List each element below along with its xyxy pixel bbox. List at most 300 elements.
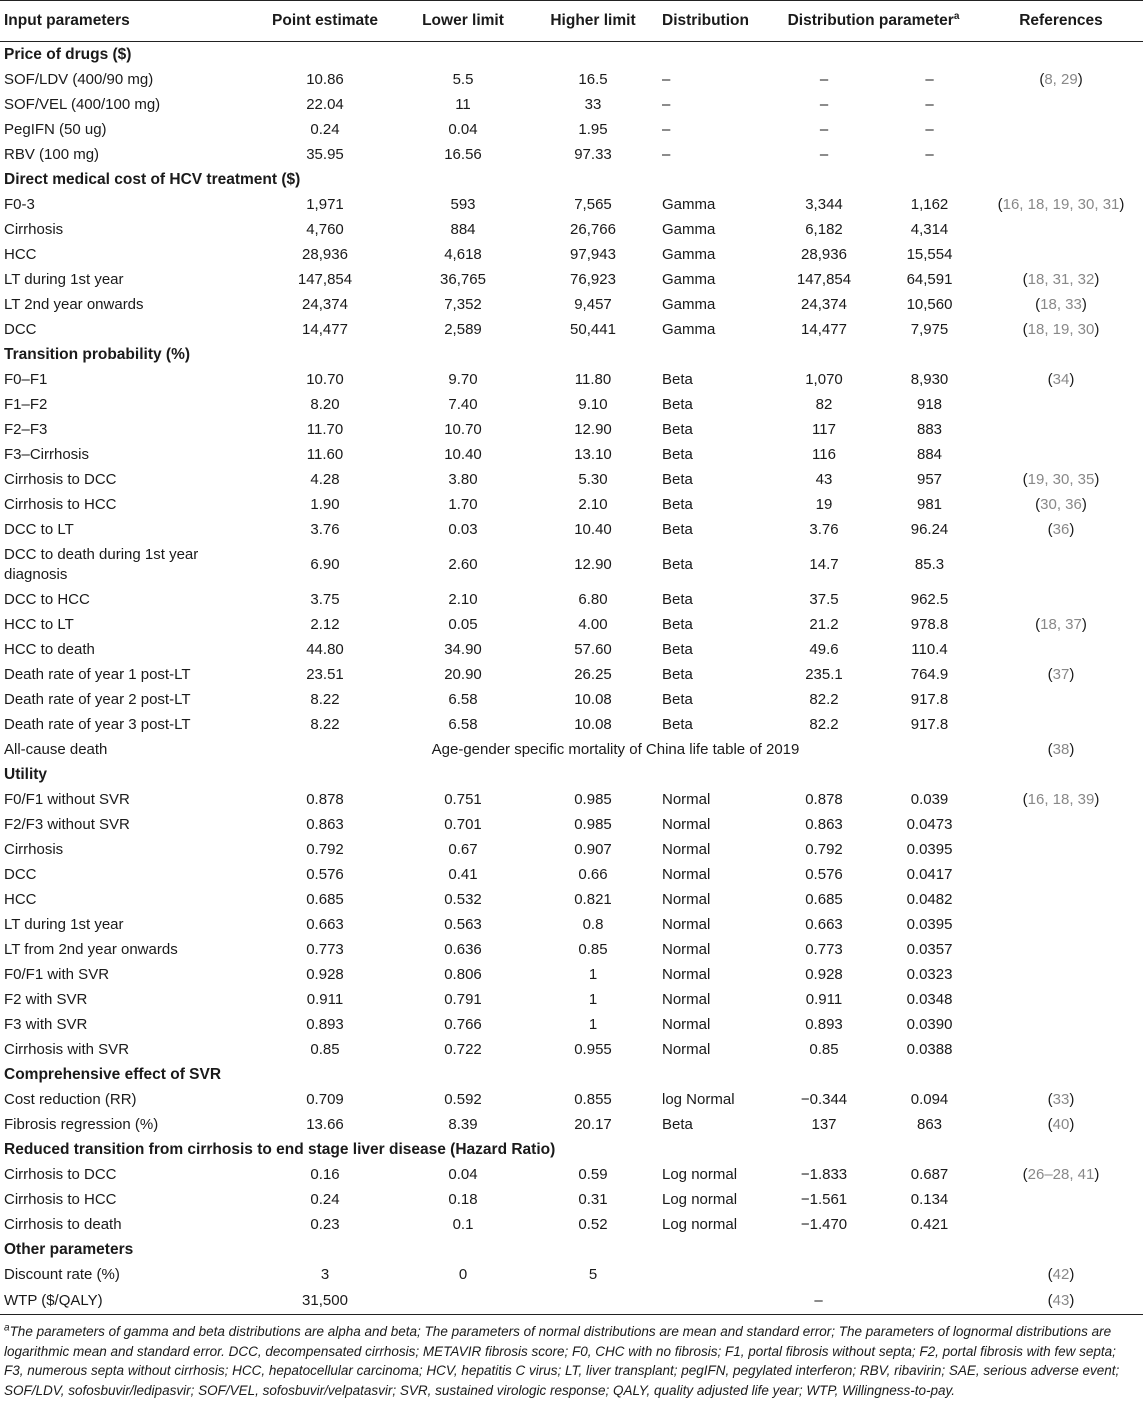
open-paren: ( — [1047, 1291, 1053, 1309]
point-estimate: 22.04 — [306, 95, 344, 113]
reference-link[interactable]: 33 — [1052, 1090, 1070, 1108]
table-row — [0, 542, 1143, 587]
footnote-marker: a — [953, 10, 960, 22]
table-row — [0, 1162, 1143, 1187]
distribution: Normal — [662, 790, 711, 808]
reference-link[interactable]: 18, 33 — [1040, 295, 1082, 313]
parameter-name: All-cause death — [4, 740, 108, 758]
open-paren: ( — [1035, 295, 1041, 313]
lower-limit: 0.18 — [448, 1190, 478, 1208]
distribution-parameter-2: 883 — [916, 420, 943, 438]
distribution-parameter-1: 0.911 — [805, 990, 843, 1008]
point-estimate: 4.28 — [310, 470, 340, 488]
reference-link[interactable]: 18, 31, 32 — [1027, 270, 1095, 288]
parameter-name: PegIFN (50 ug) — [4, 120, 107, 138]
lower-limit: 0.806 — [444, 965, 482, 983]
lower-limit: 10.40 — [444, 445, 482, 463]
table-row — [0, 812, 1143, 837]
table-row — [0, 962, 1143, 987]
distribution-parameter-2: 4,314 — [910, 220, 949, 238]
footnote-sup: a — [4, 1322, 10, 1334]
close-paren: ) — [1119, 195, 1125, 213]
table-row — [0, 737, 1143, 762]
references — [979, 317, 1143, 342]
table-row — [0, 367, 1143, 392]
distribution: Beta — [662, 715, 693, 733]
header-distribution: Distribution — [658, 1, 768, 42]
table-row — [0, 142, 1143, 167]
distribution-parameter-2: 0.421 — [910, 1215, 949, 1233]
open-paren: ( — [1022, 790, 1028, 808]
distribution: Gamma — [662, 295, 716, 313]
distribution-parameter-2: 0.0395 — [906, 840, 953, 858]
distribution-parameter-1: 82.2 — [809, 690, 839, 708]
distribution-parameter-1: −1.561 — [800, 1190, 848, 1208]
table-row — [0, 637, 1143, 662]
references — [979, 392, 1143, 417]
references — [979, 217, 1143, 242]
open-paren: ( — [997, 195, 1003, 213]
distribution-parameter-2: – — [925, 120, 934, 138]
references — [979, 367, 1143, 392]
parameter-name: Death rate of year 2 post-LT — [4, 690, 191, 708]
distribution-parameter-2: 7,975 — [910, 320, 949, 338]
table-row — [0, 1112, 1143, 1137]
reference-link[interactable]: 26–28, 41 — [1027, 1165, 1095, 1183]
table-body — [0, 42, 1143, 1315]
section-row — [0, 762, 1143, 787]
point-estimate: 3 — [320, 1265, 330, 1283]
open-paren: ( — [1022, 1165, 1028, 1183]
parameter-name: WTP ($/QALY) — [0, 1287, 252, 1315]
distribution-parameter-1: 0.878 — [805, 790, 843, 808]
higher-limit: 6.80 — [578, 590, 608, 608]
reference-link[interactable]: 38 — [1052, 740, 1070, 758]
higher-limit: 11.80 — [574, 370, 612, 388]
open-paren: ( — [1047, 665, 1053, 683]
section-title: Comprehensive effect of SVR — [4, 1065, 222, 1083]
point-estimate: 24,374 — [302, 295, 348, 313]
references — [979, 1112, 1143, 1137]
header-references: References — [979, 1, 1143, 42]
table-row — [0, 912, 1143, 937]
references — [979, 1187, 1143, 1212]
reference-link[interactable]: 19, 30, 35 — [1027, 470, 1095, 488]
distribution-parameter-2: 0.0388 — [906, 1040, 953, 1058]
section-title: Other parameters — [4, 1240, 134, 1258]
point-estimate: 4,760 — [306, 220, 344, 238]
distribution: Normal — [662, 865, 711, 883]
open-paren: ( — [1022, 270, 1028, 288]
lower-limit: 1.70 — [448, 495, 478, 513]
distribution: Gamma — [662, 320, 716, 338]
distribution-parameter-2 — [880, 1262, 979, 1287]
lower-limit: 34.90 — [444, 640, 482, 658]
table-row — [0, 442, 1143, 467]
parameter-name: F3–Cirrhosis — [4, 445, 90, 463]
lower-limit: 0.532 — [444, 890, 482, 908]
distribution-parameter-2: 110.4 — [911, 640, 948, 658]
parameter-name: DCC — [4, 320, 37, 338]
point-estimate: 8.22 — [310, 690, 340, 708]
references — [979, 937, 1143, 962]
header-lower-limit: Lower limit — [398, 1, 528, 42]
close-paren: ) — [1094, 1165, 1100, 1183]
distribution: Beta — [662, 370, 693, 388]
reference-link[interactable]: 42 — [1052, 1265, 1070, 1283]
reference-link[interactable]: 16, 18, 39 — [1027, 790, 1095, 808]
table-row — [0, 292, 1143, 317]
lower-limit: 0.751 — [444, 790, 482, 808]
references — [979, 912, 1143, 937]
distribution-parameter-1: 147,854 — [796, 270, 852, 288]
reference-link[interactable]: 18, 37 — [1040, 615, 1082, 633]
lower-limit: 0.41 — [448, 865, 478, 883]
point-estimate: 10.86 — [306, 70, 344, 88]
references — [979, 587, 1143, 612]
distribution: Log normal — [662, 1190, 738, 1208]
table-row — [0, 687, 1143, 712]
references — [979, 142, 1143, 167]
close-paren: ) — [1069, 370, 1075, 388]
distribution-parameter-1: – — [819, 70, 829, 88]
distribution: Gamma — [662, 195, 716, 213]
parameter-name: HCC — [4, 245, 37, 263]
distribution-parameter-1: 0.863 — [805, 815, 843, 833]
distribution: Beta — [662, 590, 693, 608]
distribution-parameter-2: – — [925, 145, 934, 163]
open-paren: ( — [1022, 320, 1028, 338]
distribution-parameter-1: 6,182 — [805, 220, 843, 238]
distribution: Normal — [662, 815, 711, 833]
point-estimate: 0.23 — [310, 1215, 340, 1233]
distribution: Gamma — [662, 270, 716, 288]
parameter-name: Death rate of year 1 post-LT — [4, 665, 191, 683]
section-row — [0, 42, 1143, 68]
table-row — [0, 192, 1143, 217]
parameter-name: LT 2nd year onwards — [4, 295, 144, 313]
point-estimate: 28,936 — [302, 245, 348, 263]
table-row — [0, 1212, 1143, 1237]
distribution-parameter-1: 43 — [815, 470, 833, 488]
distribution: Normal — [662, 915, 711, 933]
distribution: – — [662, 145, 671, 163]
distribution-parameter-1: – — [819, 145, 829, 163]
distribution: Beta — [662, 640, 693, 658]
point-estimate: 35.95 — [306, 145, 344, 163]
table-row — [0, 587, 1143, 612]
higher-limit: 10.40 — [574, 520, 612, 538]
point-estimate: 3.76 — [310, 520, 340, 538]
point-estimate: 14,477 — [302, 320, 348, 338]
reference-link[interactable]: 8, 29 — [1044, 70, 1078, 88]
section-title: Price of drugs ($) — [4, 45, 132, 63]
table-row — [0, 787, 1143, 812]
distribution: Normal — [662, 965, 711, 983]
references — [979, 612, 1143, 637]
distribution-parameter-2: 0.687 — [910, 1165, 949, 1183]
higher-limit: 7,565 — [574, 195, 612, 213]
parameter-name: Cirrhosis to DCC — [4, 470, 117, 488]
parameter-name: F0/F1 without SVR — [4, 790, 130, 808]
references — [979, 242, 1143, 267]
point-estimate: 0.24 — [310, 120, 340, 138]
point-estimate: 3.75 — [310, 590, 340, 608]
higher-limit: 33 — [584, 95, 602, 113]
higher-limit: 26.25 — [574, 665, 612, 683]
distribution-parameter-2: 981 — [916, 495, 943, 513]
references — [979, 812, 1143, 837]
distribution-parameter-1: 37.5 — [809, 590, 839, 608]
higher-limit: 0.85 — [578, 940, 608, 958]
lower-limit: 2,589 — [444, 320, 482, 338]
lower-limit: 16.56 — [444, 145, 482, 163]
distribution: Gamma — [662, 245, 716, 263]
section-title: Direct medical cost of HCV treatment ($) — [4, 170, 301, 188]
higher-limit: 97.33 — [574, 145, 612, 163]
table-row — [0, 612, 1143, 637]
parameter-name: RBV (100 mg) — [4, 145, 100, 163]
distribution-parameter-2: 0.0482 — [906, 890, 953, 908]
lower-limit: 6.58 — [448, 690, 478, 708]
higher-limit: 50,441 — [570, 320, 616, 338]
distribution: Beta — [662, 470, 693, 488]
open-paren: ( — [1047, 520, 1053, 538]
reference-link[interactable]: 34 — [1052, 370, 1070, 388]
lower-limit: 9.70 — [448, 370, 478, 388]
table-row — [0, 837, 1143, 862]
distribution-parameter-1: 28,936 — [801, 245, 847, 263]
open-paren: ( — [1047, 370, 1053, 388]
distribution-parameter-1: 19 — [815, 495, 833, 513]
higher-limit: 0.955 — [574, 1040, 612, 1058]
references — [979, 987, 1143, 1012]
lower-limit: 36,765 — [440, 270, 486, 288]
distribution-parameter-1: 82 — [815, 395, 833, 413]
distribution-parameter-1: 116 — [812, 445, 836, 463]
references — [979, 837, 1143, 862]
distribution-parameter-2: 0.134 — [910, 1190, 949, 1208]
table-header — [0, 1, 1143, 42]
lower-limit: 2.10 — [448, 590, 478, 608]
distribution-parameter-2: 918 — [916, 395, 943, 413]
parameter-name: SOF/VEL (400/100 mg) — [4, 95, 161, 113]
table-row — [0, 517, 1143, 542]
lower-limit: 0.791 — [444, 990, 482, 1008]
distribution: – — [662, 95, 671, 113]
parameter-name: LT from 2nd year onwards — [4, 940, 178, 958]
close-paren: ) — [1069, 740, 1075, 758]
section-title: Transition probability (%) — [4, 345, 191, 363]
references — [979, 417, 1143, 442]
distribution-parameter-2: 0.0417 — [906, 865, 953, 883]
distribution-parameter-1 — [768, 1262, 880, 1287]
lower-limit: 5.5 — [452, 70, 474, 88]
distribution-parameter-2: 0.094 — [910, 1090, 949, 1108]
close-paren: ) — [1081, 615, 1087, 633]
distribution-parameter-1: 0.928 — [805, 965, 843, 983]
section-row — [0, 342, 1143, 367]
distribution-parameter-2: – — [925, 70, 934, 88]
parameter-name: Cirrhosis to HCC — [4, 495, 117, 513]
parameter-name: HCC to LT — [4, 615, 74, 633]
higher-limit: 10.08 — [574, 690, 612, 708]
close-paren: ) — [1069, 520, 1075, 538]
reference-link[interactable]: 16, 18, 19, 30, 31 — [1002, 195, 1120, 213]
lower-limit: 0.701 — [444, 815, 482, 833]
close-paren: ) — [1069, 1090, 1075, 1108]
reference-link[interactable]: 18, 19, 30 — [1027, 320, 1095, 338]
higher-limit: 0.855 — [574, 1090, 612, 1108]
references — [979, 442, 1143, 467]
distribution-parameter-2: 764.9 — [910, 665, 949, 683]
header-input-parameters: Input parameters — [0, 1, 252, 42]
reference-link[interactable]: 36 — [1052, 520, 1070, 538]
references — [979, 662, 1143, 687]
point-estimate: 8.22 — [310, 715, 340, 733]
lower-limit: 0.04 — [448, 1165, 478, 1183]
table-row — [0, 467, 1143, 492]
close-paren: ) — [1094, 320, 1100, 338]
references — [979, 1212, 1143, 1237]
distribution: Normal — [662, 940, 711, 958]
distribution: – — [662, 70, 671, 88]
point-estimate: 0.893 — [306, 1015, 344, 1033]
parameter-name: F1–F2 — [4, 395, 48, 413]
open-paren: ( — [1047, 1090, 1053, 1108]
references — [979, 192, 1143, 217]
section-title: Utility — [4, 765, 48, 783]
distribution-parameter-1: 117 — [812, 420, 836, 438]
lower-limit: 4,618 — [444, 245, 482, 263]
table-row — [0, 417, 1143, 442]
close-paren: ) — [1094, 790, 1100, 808]
distribution-parameter-1: 0.773 — [805, 940, 843, 958]
lower-limit: 0.03 — [448, 520, 478, 538]
mortality-note: Age-gender specific mortality of China life table of 2019 — [431, 740, 800, 758]
point-estimate: 11.70 — [306, 420, 344, 438]
distribution-parameter-2: 0.039 — [910, 790, 949, 808]
distribution-parameter-1: 82.2 — [809, 715, 839, 733]
distribution-parameter-1: 137 — [811, 1115, 837, 1133]
references — [979, 737, 1143, 762]
distribution-parameter-2: 15,554 — [906, 245, 953, 263]
table-row — [0, 712, 1143, 737]
distribution-parameter-2: 917.8 — [910, 715, 949, 733]
distribution: Beta — [662, 395, 693, 413]
parameter-name: Discount rate (%) — [4, 1265, 120, 1283]
distribution: Beta — [662, 495, 693, 513]
section-title: Reduced transition from cirrhosis to end stage liver disease (Hazard Ratio) — [4, 1140, 556, 1158]
table-row — [0, 492, 1143, 517]
references — [979, 467, 1143, 492]
parameter-name: HCC to death — [4, 640, 95, 658]
close-paren: ) — [1069, 665, 1075, 683]
reference-link[interactable]: 30, 36 — [1040, 495, 1082, 513]
higher-limit: 0.907 — [574, 840, 612, 858]
distribution-parameter-2: – — [925, 95, 934, 113]
distribution-parameter-2: 0.0323 — [906, 965, 953, 983]
distribution-parameter-2: 0.0348 — [906, 990, 953, 1008]
lower-limit: 11 — [455, 95, 471, 113]
table-row — [0, 92, 1143, 117]
footnote-text: The parameters of gamma and beta distributions are alpha and beta; The parameters of normal distributions are mean and standard error; The parameters of lognormal distributions are logarithmic mean and standard error. DCC, decompensated cirrhosis; METAVIR fibrosis score; F0, CHC with no fibrosis; F1, portal fibrosis without septa; F2, portal fibrosis with few septa; F3, numerous septa without cirrhosis; HCC, hepatocellular carcinoma; HCV, hepatitis C virus; LT, liver transplant; pegIFN, pegylated interferon; RBV, ribavirin; SAE, serious adverse event; SOF/LDV, sofosbuvir/ledipasvir; SOF/VEL, sofosbuvir/velpatasvir; SVR, sustained virologic response; QALY, quality adjusted life year; WTP, Willingness-to-pay. — [4, 1324, 1120, 1398]
higher-limit: 0.8 — [582, 915, 604, 933]
distribution-parameter-1: 235.1 — [805, 665, 843, 683]
higher-limit: 13.10 — [574, 445, 612, 463]
point-estimate: 13.66 — [306, 1115, 344, 1133]
header-point-estimate: Point estimate — [252, 1, 398, 42]
higher-limit: 1 — [588, 1015, 598, 1033]
header-distribution-parameter-label: Distribution parameter — [787, 12, 954, 29]
section-row — [0, 167, 1143, 192]
parameter-name: Cirrhosis to DCC — [4, 1165, 117, 1183]
references — [979, 1162, 1143, 1187]
reference-link[interactable]: 40 — [1052, 1115, 1070, 1133]
references — [979, 637, 1143, 662]
parameter-name: DCC to death during 1st year diagnosis — [4, 545, 199, 583]
section-row — [0, 1137, 1143, 1162]
distribution-parameter-2: 962.5 — [910, 590, 949, 608]
lower-limit: 7.40 — [448, 395, 478, 413]
distribution-parameter-1: 24,374 — [801, 295, 847, 313]
higher-limit: 76,923 — [570, 270, 616, 288]
distribution-parameter-2: 917.8 — [910, 690, 949, 708]
reference-link[interactable]: 37 — [1052, 665, 1070, 683]
distribution-parameter-1: 14.7 — [809, 555, 839, 573]
table-row — [0, 392, 1143, 417]
higher-limit: 0.59 — [578, 1165, 608, 1183]
table-row — [0, 987, 1143, 1012]
distribution: Normal — [662, 1040, 711, 1058]
parameter-name: HCC — [4, 890, 37, 908]
distribution-parameter-1: 1,070 — [805, 370, 843, 388]
distribution — [658, 1262, 768, 1287]
parameter-name: F0–F1 — [4, 370, 48, 388]
open-paren: ( — [1047, 740, 1053, 758]
distribution: Beta — [662, 1115, 693, 1133]
higher-limit: 1 — [588, 965, 598, 983]
close-paren: ) — [1081, 295, 1087, 313]
point-estimate: 0.576 — [306, 865, 344, 883]
point-estimate: 0.663 — [306, 915, 344, 933]
distribution: Gamma — [662, 220, 716, 238]
table-row — [0, 117, 1143, 142]
parameter-name: F2/F3 without SVR — [4, 815, 130, 833]
point-estimate: 0.878 — [306, 790, 344, 808]
point-estimate: 6.90 — [310, 555, 340, 573]
distribution: Beta — [662, 520, 693, 538]
references — [979, 292, 1143, 317]
higher-limit: 0.66 — [578, 865, 608, 883]
table-row — [0, 217, 1143, 242]
reference-link[interactable]: 43 — [1052, 1291, 1070, 1309]
point-estimate: 0.709 — [306, 1090, 344, 1108]
references — [979, 1037, 1143, 1062]
distribution-parameter-2: 957 — [916, 470, 943, 488]
higher-limit: 12.90 — [574, 420, 612, 438]
distribution: Beta — [662, 555, 693, 573]
table-row — [0, 1037, 1143, 1062]
parameter-name: F3 with SVR — [4, 1015, 88, 1033]
lower-limit: 0 — [458, 1265, 468, 1283]
distribution-parameter-1: −0.344 — [800, 1090, 848, 1108]
point-estimate: 0.24 — [310, 1190, 340, 1208]
references — [979, 1087, 1143, 1112]
header-higher-limit: Higher limit — [528, 1, 658, 42]
references — [979, 887, 1143, 912]
parameter-name: Cirrhosis — [4, 220, 64, 238]
